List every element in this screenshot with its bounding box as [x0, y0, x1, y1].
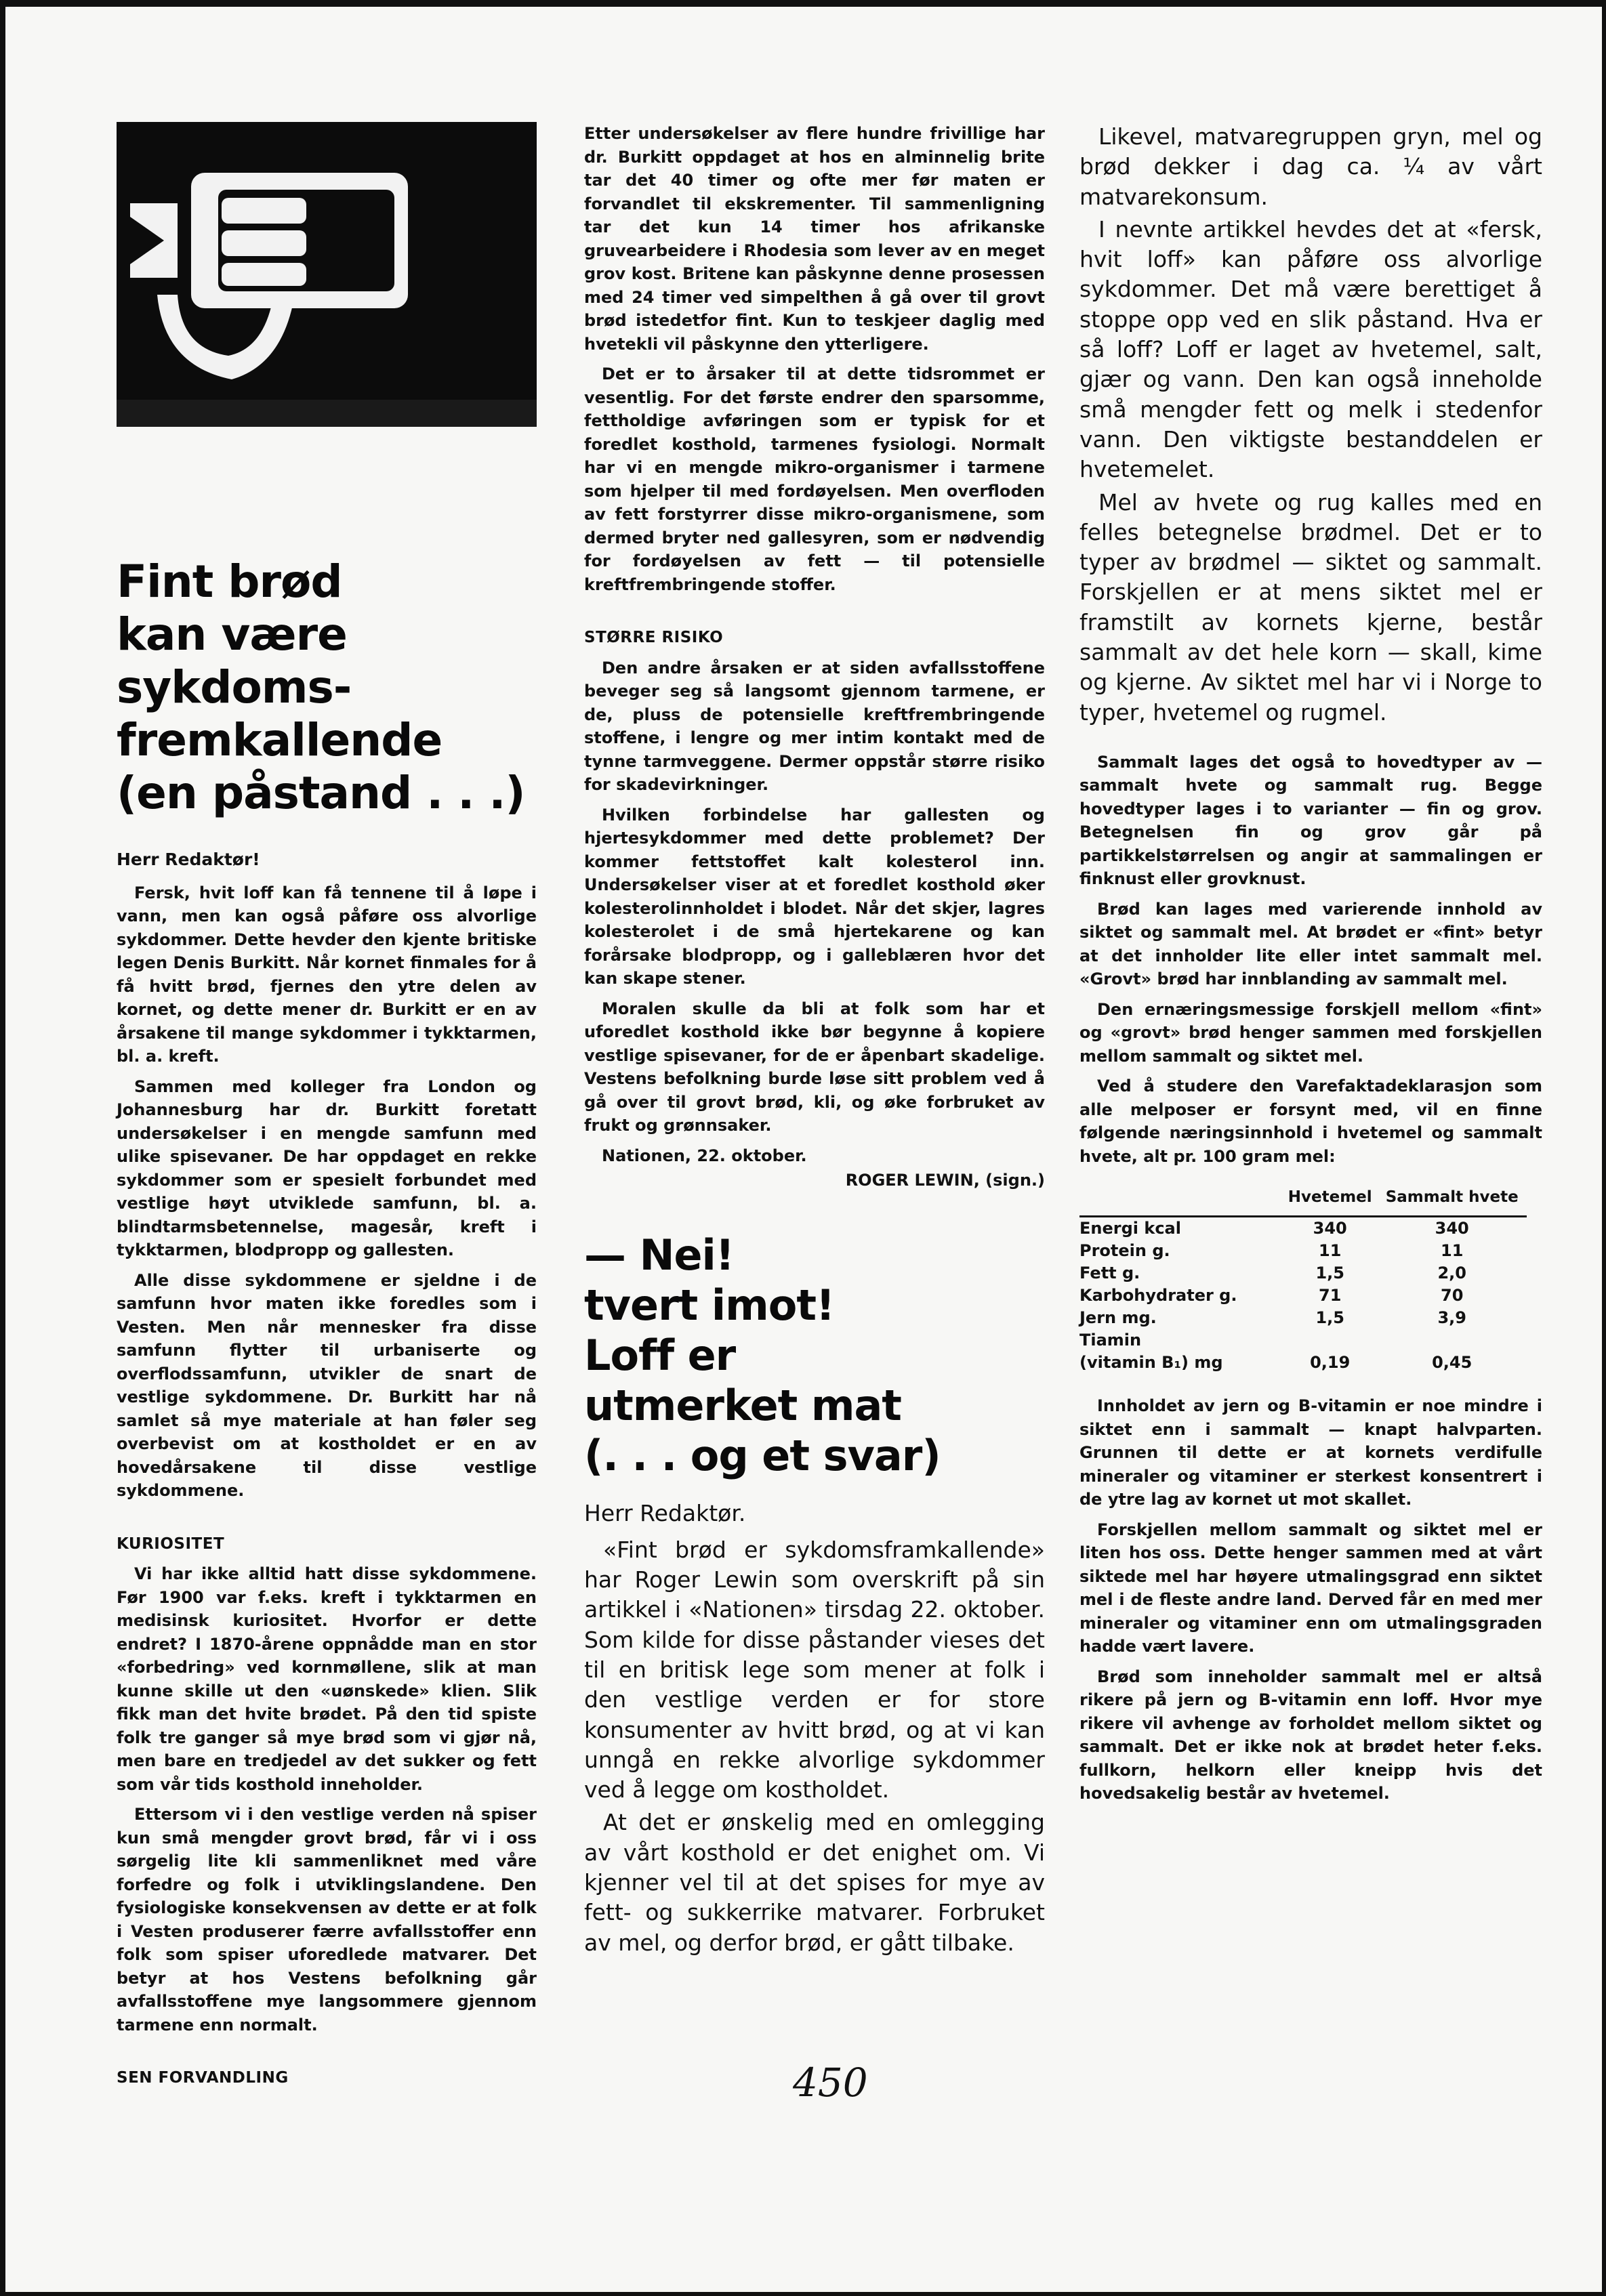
paragraph: Den andre årsaken er at siden avfallsstoffene beveger seg så langsomt gjennom tarmene, er de, pluss de potensielle kreftfrembringende stoffene, i lengre og mer intim kontakt med de tynne tarmveggene. Dermer oppstår større risiko for skadevirkninger.: [584, 658, 1045, 794]
headline-line: Fint brød: [117, 556, 342, 608]
paragraph: Ettersom vi i den vestlige verden nå spiser kun små mengder grovt brød, får vi i oss sørgelig lite kli sammenliknet med våre forfedre og folk i utviklingslandene. Den fysiologiske konsekvensen av dette er at folk i Vesten produserer færre avfallsstoffer enn folk som spiser uforedlede matvarer. Det betyr at hos Vestens befolkning går avfallsstoffene mye langsommere gjennom tarmene enn normalt.: [117, 1805, 537, 2034]
paragraph: Sammen med kolleger fra London og Johannesburg har dr. Burkitt foretatt undersøkelser i en mengde samfunn med ulike spisevaner. De har oppdaget en rekke sykdommer som er spesielt forbundet med vestlige høyt utviklede samfunn, bl. a. blindtarmsbetennelse, magesår, kreft i tykktarmen, blodpropp og gallesten.: [117, 1077, 537, 1259]
row-value-hvetemel: [1283, 1329, 1377, 1352]
table-row: [1079, 1240, 1527, 1262]
article2-body-right-after-table: [1079, 1394, 1542, 1806]
paragraph: I nevnte artikkel hevdes det at «fersk, hvit loff» kan påføre oss alvorlige sykdommer. Det må være berettiget å stoppe opp ved en slik påstand. Hva er så loff? Loff er laget av hvetemel, salt, gjær og vann. Den kan også inneholde små mengder fett og melk i stedenfor vann. Den viktigste bestanddelen er hvetemelet.: [1079, 215, 1542, 483]
table-row: [1079, 1217, 1527, 1240]
table-row: [1079, 1262, 1527, 1285]
signature: ROGER LEWIN, (sign.): [845, 1171, 1045, 1190]
row-value-sammalt: 3,9: [1437, 1308, 1466, 1328]
table-row: [1079, 1285, 1527, 1307]
table-header-hvetemel: Hvetemel: [1283, 1187, 1377, 1217]
table-row: [1079, 1329, 1527, 1352]
subheading: STØRRE RISIKO: [584, 629, 724, 646]
dateline: Nationen, 22. oktober.: [602, 1146, 807, 1165]
bread-slices-icon: [117, 122, 537, 427]
headline-line: (. . . og et svar): [584, 1430, 941, 1480]
bread-logo-image: [117, 122, 537, 427]
paragraph: Brød som inneholder sammalt mel er altså rikere på jern og B-vitamin enn loff. Hvor mye rikere vil avhenge av forholdet mellom siktet og sammalt. Det er ikke nok at brødet heter f.eks. fullkorn, helkorn eller kneipp hvis det hovedsakelig består av hvetemel.: [1079, 1667, 1542, 1803]
paragraph: At det er ønskelig med en omlegging av vårt kosthold er det enighet om. Vi kjenner vel til at det spises for mye av fett- og sukkerrike matvarer. Forbruket av mel, og derfor brød, er gått tilbake.: [584, 1809, 1045, 1956]
headline-line: Loff er: [584, 1330, 736, 1380]
row-value-hvetemel: 0,19: [1310, 1353, 1351, 1373]
article2-body-right-small: [1079, 751, 1542, 1169]
paragraph: Innholdet av jern og B-vitamin er noe mindre i siktet enn i sammalt — knapt halvparten. Grunnen til dette er at kornets verdifulle mineraler og vitaminer er sterkest konsentrert i de ytre lag av kornet ut mot skallet.: [1079, 1396, 1542, 1509]
article1-body-left: [117, 848, 537, 2090]
article-headline: [117, 556, 537, 820]
paragraph: Brød kan lages med varierende innhold av siktet og sammalt mel. At brødet er «fint» betyr at det innholder lite eller intet sammalt mel. «Grovt» brød har innblanding av sammalt mel.: [1079, 899, 1542, 989]
row-value-hvetemel: 340: [1313, 1219, 1347, 1238]
paragraph: «Fint brød er sykdomsframkallende» har Roger Lewin som overskrift på sin artikkel i «Nationen» tirsdag 22. oktober. Som kilde for disse påstander vieses det til en britisk lege som mener at folk i den vestlige verden er for store konsumenter av hvitt brød, og at vi kan unngå en rekke alvorlige sykdommer ved å legge om kostholdet.: [584, 1536, 1045, 1803]
subheading: KURIOSITET: [117, 1535, 225, 1553]
row-value-sammalt: 2,0: [1437, 1264, 1466, 1283]
headline-line: tvert imot!: [584, 1280, 835, 1330]
row-value-hvetemel: 1,5: [1315, 1264, 1344, 1283]
paragraph: Alle disse sykdommene er sjeldne i de samfunn hvor maten ikke foredles som i Vesten. Men når mennesker fra disse samfunn flytter til urbaniserte og overflodssamfunn, utvikler de snart de vestlige sykdommene. Dr. Burkitt har nå samlet så mye materiale at han føler seg overbevist om at kostholdet er en av hovedårsakene til disse vestlige sykdommene.: [117, 1270, 537, 1500]
row-value-sammalt: 340: [1435, 1219, 1469, 1238]
headline-line: sykdoms-: [117, 661, 352, 713]
row-value-hvetemel: 71: [1319, 1286, 1342, 1306]
row-label: Fett g.: [1079, 1264, 1140, 1283]
row-label: Energi kcal: [1079, 1219, 1181, 1238]
headline-line: fremkallende: [117, 714, 442, 766]
scan-border-left: [0, 0, 5, 2296]
row-value-hvetemel: 11: [1319, 1241, 1342, 1261]
row-label: Karbohydrater g.: [1079, 1286, 1237, 1306]
reply-salutation: Herr Redaktør.: [584, 1499, 746, 1526]
scan-border-right: [1602, 0, 1606, 2296]
column-left: [117, 122, 537, 2097]
headline-line: (en påstand . . .): [117, 767, 525, 819]
table-header-sammalt: Sammalt hvete: [1377, 1187, 1527, 1217]
table-header-empty: [1079, 1187, 1283, 1217]
scan-border-bottom: [0, 2292, 1606, 2296]
nutrition-table: [1079, 1187, 1527, 1374]
article2-body-middle: [584, 1499, 1045, 1958]
row-value-sammalt: 70: [1441, 1286, 1464, 1306]
paragraph: Etter undersøkelser av flere hundre frivillige har dr. Burkitt oppdaget at hos en alminnelig brite tar det 40 timer og ofte mer før maten er forvandlet til ekskrementer. Til sammenligning tar det kun 14 timer hos afrikanske gruvearbeidere i Rhodesia som lever av en meget grov kost. Britene kan påskynne denne prosessen med 24 timer ved simpelthen å gå over til grovt brød istedetfor fint. Kun to teskjeer daglig med hvetekli vil påskynne den ytterligere.: [584, 124, 1045, 354]
page-number: 450: [793, 2060, 868, 2106]
row-value-sammalt: [1377, 1329, 1527, 1352]
scan-border-top: [0, 0, 1606, 7]
paragraph: Forskjellen mellom sammalt og siktet mel er liten hos oss. Dette henger sammen med at vårt siktede mel har høyere utmalingsgrad enn siktet mel i de fleste andre land. Derved får en med mer mineraler og vitaminer enn om utmalingsgraden hadde vært lavere.: [1079, 1520, 1542, 1656]
paragraph: Vi har ikke alltid hatt disse sykdommene. Før 1900 var f.eks. kreft i tykktarmen en medisinsk kuriositet. Hvorfor er dette endret? I 1870-årene oppnådde man en stor «forbedring» ved kornmøllene, slik at man kunne skille ut den «uønskede» klien. Slik fikk man det hvite brødet. På den tid spiste folk tre ganger så mye brød som vi gjør nå, men bare en tredjedel av det sukker og fett som vår tids kosthold inneholder.: [117, 1564, 537, 1794]
paragraph: Sammalt lages det også to hovedtyper av — sammalt hvete og sammalt rug. Begge hovedtyper lages i to varianter — fin og grov. Betegnelsen fin og grov går på partikkelstørrelsen og angir at sammalingen er finknust eller grovknust.: [1079, 752, 1542, 889]
paragraph: Mel av hvete og rug kalles med en felles betegnelse brødmel. Det er to typer av brødmel — siktet og sammalt. Forskjellen er at mens siktet mel er framstilt av kornets kjerne, består sammalt av det hele korn — skall, kime og kjerne. Av siktet mel har vi i Norge to typer, hvetemel og rugmel.: [1079, 488, 1542, 726]
salutation: Herr Redaktør!: [117, 850, 260, 869]
column-middle: [584, 122, 1045, 1958]
paragraph: Fersk, hvit loff kan få tennene til å løpe i vann, men kan også påføre oss alvorlige sykdommer. Dette hevder den kjente britiske legen Denis Burkitt. Når kornet finmales for å få hvitt brød, fjernes den ytre delen av kornet, og dette mener dr. Burkitt er en av årsakene til mange sykdommer i tykktarmen, bl. a. kreft.: [117, 883, 537, 1066]
row-label: Protein g.: [1079, 1241, 1170, 1261]
table-header-row: [1079, 1187, 1527, 1217]
paragraph: Den ernæringsmessige forskjell mellom «fint» og «grovt» brød henger sammen med forskjellen mellom sammalt og siktet mel.: [1079, 999, 1542, 1066]
table-row: [1079, 1307, 1527, 1329]
article1-body-middle: [584, 122, 1045, 1192]
reply-headline: [584, 1230, 1045, 1481]
paragraph: Moralen skulle da bli at folk som har et uforedlet kosthold ikke bør begynne å kopiere vestlige spisevaner, for de er åpenbart skadelige. Vestens befolkning burde løse sitt problem ved å gå over til grovt brød, kli, og øke forbruket av frukt og grønnsaker.: [584, 999, 1045, 1135]
row-label: Jern mg.: [1079, 1308, 1157, 1328]
headline-line: utmerket mat: [584, 1380, 901, 1430]
paragraph: Likevel, matvaregruppen gryn, mel og brød dekker i dag ca. ¼ av vårt matvarekonsum.: [1079, 123, 1542, 210]
table-row: [1079, 1352, 1527, 1374]
row-label: (vitamin B₁) mg: [1079, 1353, 1223, 1373]
paragraph: Hvilken forbindelse har gallesten og hjertesykdommer med dette problemet? Der kommer fettstoffet kalt kolesterol inn. Undersøkelser viser at et foredlet kosthold øker kolesterolinnholdet i blodet. Når det skjer, lagres kolesterolet i de små hjertekarene og kan forårsake blodpropp, og i galleblæren hvor det kan skape stener.: [584, 805, 1045, 988]
headline-line: kan være: [117, 608, 347, 661]
row-label: Tiamin: [1079, 1331, 1142, 1350]
row-value-sammalt: 11: [1441, 1241, 1464, 1261]
subheading: SEN FORVANDLING: [117, 2069, 289, 2087]
headline-line: — Nei!: [584, 1230, 735, 1280]
paragraph: Ved å studere den Varefaktadeklarasjon som alle melposer er forsynt med, vil en finne følgende næringsinnhold i hvetemel og sammalt hvete, alt pr. 100 gram mel:: [1079, 1077, 1542, 1166]
row-value-hvetemel: 1,5: [1315, 1308, 1344, 1328]
row-value-sammalt: 0,45: [1432, 1353, 1473, 1373]
column-right: [1079, 122, 1542, 1806]
paragraph: Det er to årsaker til at dette tidsrommet er vesentlig. For det første endrer den sparsomme, fettholdige avføringen som er typisk for et foredlet kosthold, tarmenes fysiologi. Normalt har vi en mengde mikro-organismer i tarmene som hjelper til med fordøyelsen. Men overfloden av fett forstyrrer disse mikro-organismene, som dermed bryter ned gallesyren, som er nødvendig for fordøyelsen av fett — til potensielle kreftfrembringende stoffer.: [584, 364, 1045, 594]
article2-body-right: [1079, 122, 1542, 728]
